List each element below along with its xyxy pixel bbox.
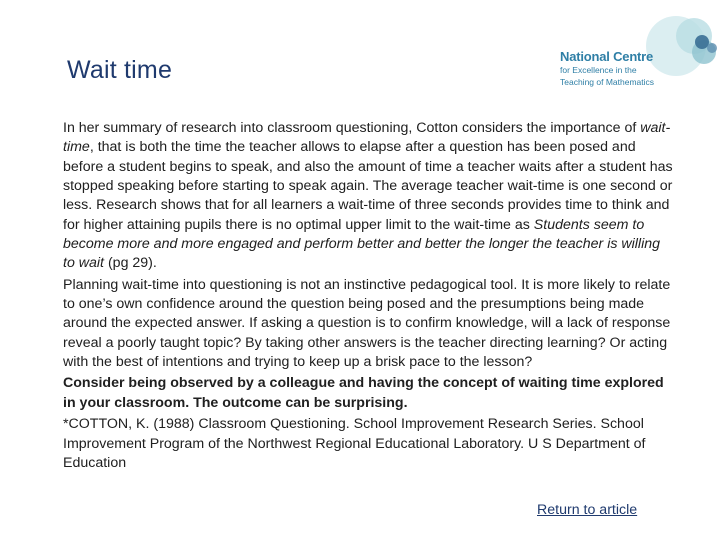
paragraph-1-part-a: In her summary of research into classroom questioning, Cotton considers the importance of	[63, 120, 641, 136]
paragraph-1-page-ref: (pg 29).	[104, 255, 157, 272]
article-body	[63, 119, 673, 475]
paragraph-1-part-c: , that is both the time the teacher allows to elapse after a question has been posed and before a student begins to speak, and also the amount of time a teacher waits after a student has stopped speaking before starting to speak again. The average teacher wait-time is one second or less. Research shows that for all learners a wait-time of three seconds provides time to think and for higher attaining pupils there is no optimal upper limit to the wait-time as	[63, 139, 673, 233]
wait-time-term: wait-time	[63, 120, 671, 156]
ncetm-logo	[556, 14, 720, 104]
page-title: Wait time	[67, 56, 173, 84]
cotton-quote: Students seem to become more and more engaged and perform better and better the longer the teacher is willing to wait	[63, 216, 661, 272]
reference-citation: *COTTON, K. (1988) Classroom Questioning. School Improvement Research Series. School Improvement Program of the Northwest Regional Educational Laboratory. U S Department of Education	[63, 416, 646, 471]
logo-subtitle-2: Teaching of Mathematics	[560, 76, 655, 87]
return-to-article-link[interactable]: Return to article	[537, 502, 638, 518]
paragraph-research-summary	[63, 119, 673, 274]
logo-name: National Centre	[560, 49, 654, 64]
paragraph-planning: Planning wait-time into questioning is not an instinctive pedagogical tool. It is more likely to relate to one’s own confidence around the question being posed and the presumptions being made around the expected answer. If asking a question is to confirm knowledge, will a lack of response reveal a poorly taught topic? By taking other answers is the teacher directing learning? Or acting with the best of intentions and trying to keep up a brisk pace to the lesson?	[63, 276, 671, 371]
paragraph-call-to-action: Consider being observed by a colleague and having the concept of waiting time explored in your classroom. The outcome can be surprising.	[63, 375, 664, 411]
logo-subtitle-1: for Excellence in the	[560, 65, 637, 75]
